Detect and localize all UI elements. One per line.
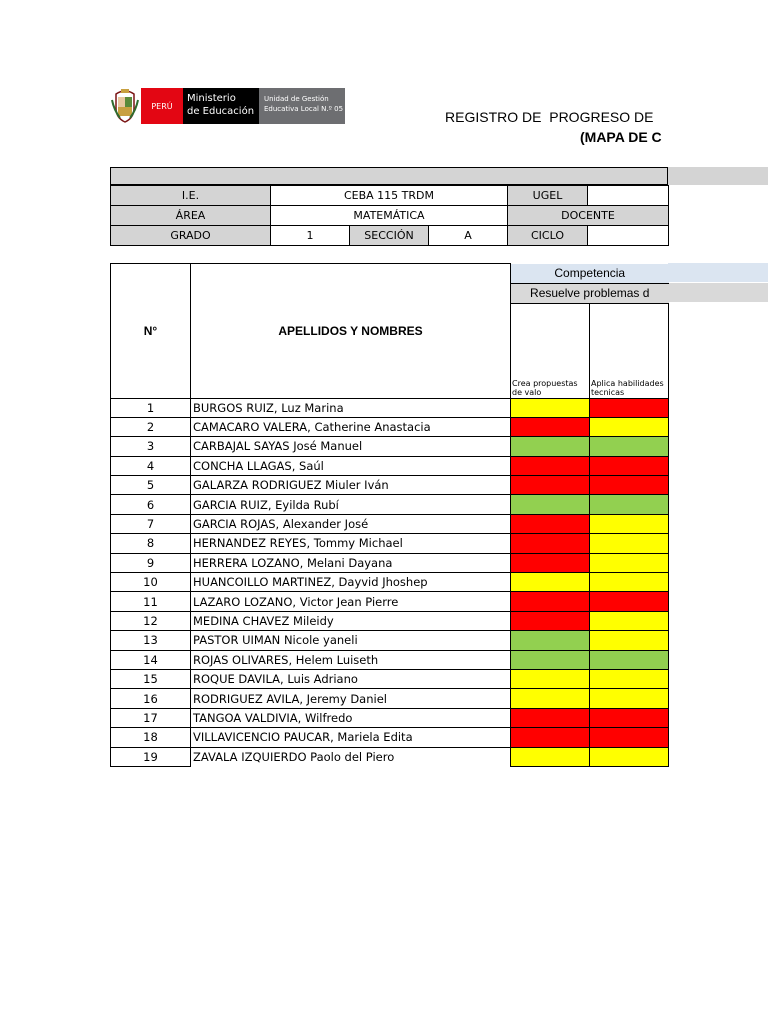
table-row bbox=[111, 592, 669, 611]
level-cell-crea-propuestas bbox=[511, 669, 590, 688]
subheader-aplica-habilidades: Aplica habilidades tecnicas bbox=[590, 303, 669, 398]
docente-label: DOCENTE bbox=[508, 206, 669, 226]
row-number: 1 bbox=[111, 398, 191, 417]
ministry-line-1: Ministerio bbox=[187, 93, 236, 104]
student-name: ROJAS OLIVARES, Helem Luiseth bbox=[191, 650, 511, 669]
row-number: 16 bbox=[111, 689, 191, 708]
ugel-line-1: Unidad de Gestión bbox=[264, 95, 329, 103]
level-cell-crea-propuestas bbox=[511, 398, 590, 417]
ciclo-value bbox=[588, 226, 669, 246]
subheader-crea-propuestas: Crea propuestas de valo bbox=[511, 303, 590, 398]
grado-label: GRADO bbox=[111, 226, 271, 246]
table-row bbox=[111, 495, 669, 514]
row-number: 4 bbox=[111, 456, 191, 475]
student-name: CONCHA LLAGAS, Saúl bbox=[191, 456, 511, 475]
row-number: 10 bbox=[111, 573, 191, 592]
level-cell-crea-propuestas bbox=[511, 534, 590, 553]
level-cell-crea-propuestas bbox=[511, 708, 590, 727]
ugel-line-2: Educativa Local N.º 05 bbox=[264, 105, 344, 113]
student-name: BURGOS RUIZ, Luz Marina bbox=[191, 398, 511, 417]
level-cell-aplica-habilidades bbox=[590, 417, 669, 436]
ie-value: CEBA 115 TRDM bbox=[271, 186, 508, 206]
level-cell-crea-propuestas bbox=[511, 728, 590, 747]
ie-label: I.E. bbox=[111, 186, 271, 206]
info-row-area bbox=[111, 206, 669, 226]
table-row bbox=[111, 476, 669, 495]
table-row bbox=[111, 708, 669, 727]
level-cell-crea-propuestas bbox=[511, 592, 590, 611]
ugel-label: UGEL bbox=[508, 186, 588, 206]
table-row bbox=[111, 437, 669, 456]
table-row bbox=[111, 747, 669, 766]
table-row bbox=[111, 728, 669, 747]
row-number: 13 bbox=[111, 631, 191, 650]
level-cell-crea-propuestas bbox=[511, 437, 590, 456]
student-name: ZAVALA IZQUIERDO Paolo del Piero bbox=[191, 747, 511, 766]
table-row bbox=[111, 611, 669, 630]
table-row bbox=[111, 534, 669, 553]
row-number: 15 bbox=[111, 669, 191, 688]
student-name: HERNANDEZ REYES, Tommy Michael bbox=[191, 534, 511, 553]
ciclo-label: CICLO bbox=[508, 226, 588, 246]
level-cell-aplica-habilidades bbox=[590, 669, 669, 688]
student-name: PASTOR UIMAN Nicole yaneli bbox=[191, 631, 511, 650]
grado-value: 1 bbox=[271, 226, 350, 246]
level-cell-aplica-habilidades bbox=[590, 708, 669, 727]
level-cell-aplica-habilidades bbox=[590, 495, 669, 514]
level-cell-aplica-habilidades bbox=[590, 398, 669, 417]
resuelve-header: Resuelve problemas d bbox=[511, 283, 669, 303]
info-row-ie bbox=[111, 186, 669, 206]
level-cell-aplica-habilidades bbox=[590, 553, 669, 572]
row-number: 18 bbox=[111, 728, 191, 747]
info-row-grado bbox=[111, 226, 669, 246]
ugel-logo-label bbox=[259, 88, 345, 124]
level-cell-aplica-habilidades bbox=[590, 534, 669, 553]
level-cell-aplica-habilidades bbox=[590, 592, 669, 611]
level-cell-crea-propuestas bbox=[511, 631, 590, 650]
info-table bbox=[110, 185, 669, 246]
level-cell-crea-propuestas bbox=[511, 495, 590, 514]
student-name: RODRIGUEZ AVILA, Jeremy Daniel bbox=[191, 689, 511, 708]
table-row bbox=[111, 456, 669, 475]
header-row-1 bbox=[111, 264, 669, 284]
level-cell-crea-propuestas bbox=[511, 650, 590, 669]
table-row bbox=[111, 669, 669, 688]
level-cell-aplica-habilidades bbox=[590, 631, 669, 650]
row-number: 5 bbox=[111, 476, 191, 495]
info-header-strip bbox=[110, 167, 668, 185]
table-row bbox=[111, 398, 669, 417]
student-name: LAZARO LOZANO, Victor Jean Pierre bbox=[191, 592, 511, 611]
level-cell-aplica-habilidades bbox=[590, 747, 669, 766]
competencia-extension bbox=[668, 263, 768, 282]
level-cell-aplica-habilidades bbox=[590, 437, 669, 456]
row-number: 7 bbox=[111, 514, 191, 533]
ministry-line-2: de Educación bbox=[187, 106, 255, 117]
seccion-value: A bbox=[429, 226, 508, 246]
level-cell-crea-propuestas bbox=[511, 689, 590, 708]
peru-coat-of-arms-icon bbox=[110, 88, 140, 124]
row-number: 8 bbox=[111, 534, 191, 553]
row-number: 11 bbox=[111, 592, 191, 611]
level-cell-aplica-habilidades bbox=[590, 476, 669, 495]
seccion-label: SECCIÓN bbox=[350, 226, 429, 246]
column-header-number: N° bbox=[111, 264, 191, 399]
table-row bbox=[111, 553, 669, 572]
level-cell-crea-propuestas bbox=[511, 514, 590, 533]
level-cell-aplica-habilidades bbox=[590, 689, 669, 708]
column-header-name: APELLIDOS Y NOMBRES bbox=[191, 264, 511, 399]
table-row bbox=[111, 631, 669, 650]
student-name: ROQUE DAVILA, Luis Adriano bbox=[191, 669, 511, 688]
student-name: CAMACARO VALERA, Catherine Anastacia bbox=[191, 417, 511, 436]
level-cell-aplica-habilidades bbox=[590, 728, 669, 747]
level-cell-aplica-habilidades bbox=[590, 514, 669, 533]
page-title: REGISTRO DE PROGRESO DE bbox=[445, 109, 654, 125]
student-name: HUANCOILLO MARTINEZ, Dayvid Jhoshep bbox=[191, 573, 511, 592]
level-cell-crea-propuestas bbox=[511, 417, 590, 436]
page-subtitle: (MAPA DE C bbox=[580, 129, 662, 145]
level-cell-aplica-habilidades bbox=[590, 573, 669, 592]
ugel-value bbox=[588, 186, 669, 206]
student-name: VILLAVICENCIO PAUCAR, Mariela Edita bbox=[191, 728, 511, 747]
ministry-label bbox=[183, 88, 259, 124]
area-value: MATEMÁTICA bbox=[271, 206, 508, 226]
level-cell-crea-propuestas bbox=[511, 476, 590, 495]
row-number: 14 bbox=[111, 650, 191, 669]
competencia-header: Competencia bbox=[511, 264, 669, 284]
level-cell-crea-propuestas bbox=[511, 747, 590, 766]
row-number: 19 bbox=[111, 747, 191, 766]
area-label: ÁREA bbox=[111, 206, 271, 226]
student-name: HERRERA LOZANO, Melani Dayana bbox=[191, 553, 511, 572]
student-name: GARCIA RUIZ, Eyilda Rubí bbox=[191, 495, 511, 514]
table-row bbox=[111, 689, 669, 708]
info-header-strip-extension bbox=[668, 167, 768, 185]
row-number: 2 bbox=[111, 417, 191, 436]
row-number: 3 bbox=[111, 437, 191, 456]
level-cell-crea-propuestas bbox=[511, 573, 590, 592]
peru-label: PERÚ bbox=[141, 88, 183, 124]
level-cell-crea-propuestas bbox=[511, 456, 590, 475]
row-number: 17 bbox=[111, 708, 191, 727]
header-logos bbox=[110, 88, 345, 124]
level-cell-aplica-habilidades bbox=[590, 611, 669, 630]
level-cell-aplica-habilidades bbox=[590, 456, 669, 475]
row-number: 9 bbox=[111, 553, 191, 572]
resuelve-extension bbox=[668, 283, 768, 302]
student-name: MEDINA CHAVEZ Mileidy bbox=[191, 611, 511, 630]
level-cell-aplica-habilidades bbox=[590, 650, 669, 669]
level-cell-crea-propuestas bbox=[511, 553, 590, 572]
student-name: TANGOA VALDIVIA, Wilfredo bbox=[191, 708, 511, 727]
table-row bbox=[111, 573, 669, 592]
table-row bbox=[111, 650, 669, 669]
student-table bbox=[110, 263, 669, 767]
table-row bbox=[111, 514, 669, 533]
student-name: GARCIA ROJAS, Alexander José bbox=[191, 514, 511, 533]
level-cell-crea-propuestas bbox=[511, 611, 590, 630]
row-number: 6 bbox=[111, 495, 191, 514]
student-name: GALARZA RODRIGUEZ Miuler Iván bbox=[191, 476, 511, 495]
table-row bbox=[111, 417, 669, 436]
student-name: CARBAJAL SAYAS José Manuel bbox=[191, 437, 511, 456]
row-number: 12 bbox=[111, 611, 191, 630]
